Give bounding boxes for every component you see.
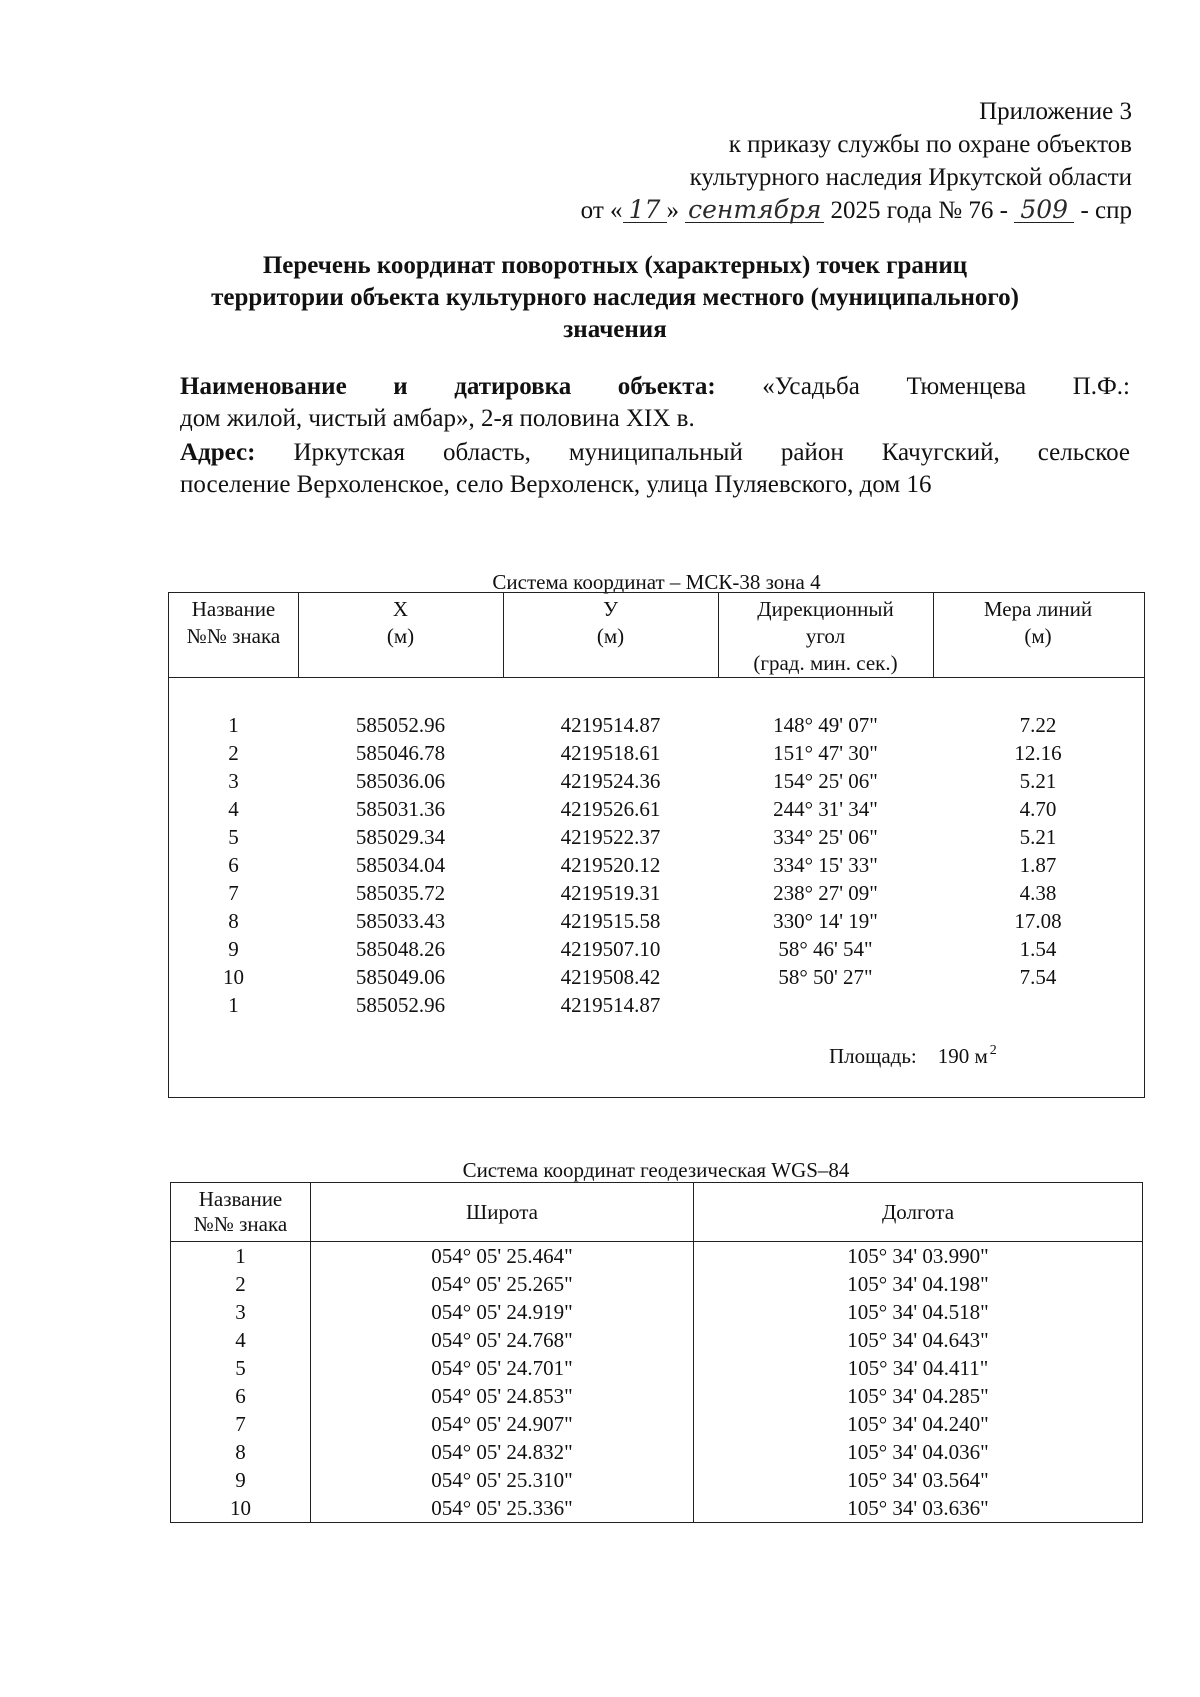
header-x <box>298 593 503 678</box>
cell-n: 4 <box>228 797 239 821</box>
cell-n: 7 <box>171 1410 311 1438</box>
msk-table-caption: Система координат – МСК-38 зона 4 <box>492 570 821 594</box>
cell-y: 4219507.10 <box>560 937 661 961</box>
msk-table-header <box>169 593 1144 678</box>
cell-len: 7.54 <box>1019 965 1057 989</box>
object-name-label: Наименование и датировка объекта: <box>180 373 716 400</box>
cell-len: 7.22 <box>1019 713 1057 737</box>
header-y-line-2: (м) <box>596 624 625 648</box>
cell-n: 8 <box>228 909 239 933</box>
cell-x: 585034.04 <box>355 853 446 877</box>
header-direction-angle <box>718 593 933 678</box>
area-value: 190 м <box>937 1044 988 1068</box>
address-line-1 <box>180 437 1130 469</box>
cell-y: 4219520.12 <box>560 853 661 877</box>
wgs-header-longitude: Долгота <box>694 1183 1143 1242</box>
wgs-header-point-name <box>171 1183 311 1242</box>
cell-y: 4219526.61 <box>560 797 661 821</box>
table-row <box>169 851 1144 879</box>
cell-angle: 148° 49' 07" <box>773 713 878 737</box>
object-name-value-start: «Усадьба Тюменцева П.Ф.: <box>762 373 1130 400</box>
object-address-paragraph <box>180 437 1130 501</box>
header-y-line-1: У <box>603 597 618 621</box>
cell-angle: 334° 25' 06" <box>773 825 878 849</box>
cell-x: 585049.06 <box>355 965 446 989</box>
table-row <box>171 1242 1143 1271</box>
order-reference-line: к приказу службы по охране объектов <box>728 131 1132 158</box>
document-title <box>170 250 1060 346</box>
cell-angle: 58° 50' 27" <box>778 965 873 989</box>
cell-x: 585035.72 <box>355 881 446 905</box>
order-date-line <box>581 194 1132 227</box>
cell-n: 10 <box>223 965 244 989</box>
table-row <box>171 1466 1143 1494</box>
cell-lon: 105° 34' 04.285" <box>694 1382 1143 1410</box>
cell-n: 1 <box>228 993 239 1017</box>
cell-x: 585033.43 <box>355 909 446 933</box>
cell-lon: 105° 34' 04.518" <box>694 1298 1143 1326</box>
area-label: Площадь: <box>829 1044 917 1068</box>
header-length-line-2: (м) <box>1024 624 1052 648</box>
cell-angle: 151° 47' 30" <box>773 741 878 765</box>
header-length-line-1: Мера линий <box>983 597 1093 621</box>
cell-lat: 054° 05' 24.701" <box>311 1354 694 1382</box>
header-point-name <box>169 593 298 678</box>
cell-n: 4 <box>171 1326 311 1354</box>
header-point-name-line-2: №№ знака <box>186 624 281 648</box>
table-row <box>171 1410 1143 1438</box>
cell-len: 1.54 <box>1019 937 1057 961</box>
cell-lon: 105° 34' 04.240" <box>694 1410 1143 1438</box>
area-exponent: 2 <box>989 1043 997 1058</box>
cell-len: 4.38 <box>1019 881 1057 905</box>
address-label: Адрес: <box>180 439 256 466</box>
appendix-number: Приложение 3 <box>979 98 1132 125</box>
cell-n: 2 <box>171 1270 311 1298</box>
handwritten-order-number: 509 <box>1014 198 1074 223</box>
cell-angle: 238° 27' 09" <box>773 881 878 905</box>
table-row <box>171 1382 1143 1410</box>
cell-n: 2 <box>228 741 239 765</box>
cell-angle: 244° 31' 34" <box>773 797 878 821</box>
cell-len: 17.08 <box>1014 909 1062 933</box>
cell-lat: 054° 05' 25.336" <box>311 1494 694 1523</box>
cell-n: 9 <box>171 1466 311 1494</box>
msk-coordinates-table <box>168 592 1145 1098</box>
cell-x: 585036.06 <box>355 769 446 793</box>
wgs-table-header <box>171 1183 1143 1242</box>
cell-n: 8 <box>171 1438 311 1466</box>
table-row <box>169 907 1144 935</box>
cell-lat: 054° 05' 25.265" <box>311 1270 694 1298</box>
header-x-line-2: (м) <box>386 624 415 648</box>
table-row <box>171 1326 1143 1354</box>
cell-lon: 105° 34' 03.990" <box>694 1242 1143 1271</box>
cell-x: 585031.36 <box>355 797 446 821</box>
area-summary <box>829 1043 997 1069</box>
cell-n: 3 <box>171 1298 311 1326</box>
table-row <box>171 1270 1143 1298</box>
cell-y: 4219519.31 <box>560 881 661 905</box>
table-row <box>169 739 1144 767</box>
header-angle-line-3: (град. мин. сек.) <box>753 651 898 675</box>
cell-len: 12.16 <box>1014 741 1062 765</box>
cell-lon: 105° 34' 04.036" <box>694 1438 1143 1466</box>
table-row <box>169 795 1144 823</box>
cell-lon: 105° 34' 04.198" <box>694 1270 1143 1298</box>
cell-x: 585048.26 <box>355 937 446 961</box>
table-row <box>171 1354 1143 1382</box>
header-point-name-line-1: Название <box>191 597 276 621</box>
cell-lon: 105° 34' 03.564" <box>694 1466 1143 1494</box>
cell-angle: 58° 46' 54" <box>778 937 873 961</box>
table-row <box>171 1494 1143 1523</box>
title-line-2: территории объекта культурного наследия местного (муниципального) <box>211 284 1019 311</box>
cell-x: 585052.96 <box>355 713 446 737</box>
cell-x: 585052.96 <box>355 993 446 1017</box>
title-line-3: значения <box>563 316 667 343</box>
cell-n: 1 <box>171 1242 311 1271</box>
handwritten-month: сентября <box>685 198 824 223</box>
cell-len: 4.70 <box>1019 797 1057 821</box>
cell-lon: 105° 34' 04.411" <box>694 1354 1143 1382</box>
wgs-coordinates-table <box>170 1182 1143 1523</box>
header-y <box>503 593 718 678</box>
header-line-length <box>933 593 1143 678</box>
cell-n: 9 <box>228 937 239 961</box>
wgs-header-latitude: Широта <box>311 1183 694 1242</box>
cell-angle: 330° 14' 19" <box>773 909 878 933</box>
cell-x: 585029.34 <box>355 825 446 849</box>
cell-lat: 054° 05' 25.464" <box>311 1242 694 1271</box>
wgs-table-caption: Система координат геодезическая WGS–84 <box>462 1158 850 1182</box>
handwritten-day: 17 <box>623 198 667 223</box>
wgs-header-name-line-2: №№ знака <box>193 1212 288 1236</box>
table-row <box>171 1438 1143 1466</box>
cell-y: 4219518.61 <box>560 741 661 765</box>
cell-n: 6 <box>228 853 239 877</box>
cell-y: 4219508.42 <box>560 965 661 989</box>
cell-n: 7 <box>228 881 239 905</box>
title-line-1: Перечень координат поворотных (характерных) точек границ <box>262 252 968 279</box>
cell-lat: 054° 05' 24.832" <box>311 1438 694 1466</box>
date-prefix: от « <box>580 197 623 224</box>
wgs-table-body <box>171 1242 1143 1523</box>
cell-n: 5 <box>228 825 239 849</box>
object-name-paragraph <box>180 371 1130 435</box>
appendix-header <box>581 95 1132 227</box>
header-angle-line-2: угол <box>805 624 846 648</box>
cell-y: 4219514.87 <box>560 993 661 1017</box>
cell-n: 5 <box>171 1354 311 1382</box>
table-row <box>169 823 1144 851</box>
agency-line: культурного наследия Иркутской области <box>689 164 1132 191</box>
header-x-line-1: X <box>392 597 409 621</box>
cell-len: 5.21 <box>1019 825 1057 849</box>
table-row <box>169 879 1144 907</box>
cell-n: 3 <box>228 769 239 793</box>
cell-lat: 054° 05' 24.853" <box>311 1382 694 1410</box>
table-row <box>169 935 1144 963</box>
cell-lat: 054° 05' 25.310" <box>311 1466 694 1494</box>
date-suffix: 2025 года № 76 - <box>830 197 1008 224</box>
msk-table-body <box>169 711 1144 1019</box>
date-mid: » <box>666 197 680 224</box>
cell-y: 4219522.37 <box>560 825 661 849</box>
cell-angle: 154° 25' 06" <box>773 769 878 793</box>
cell-lon: 105° 34' 04.643" <box>694 1326 1143 1354</box>
cell-n: 10 <box>171 1494 311 1523</box>
header-angle-line-1: Дирекционный <box>757 597 894 621</box>
cell-lon: 105° 34' 03.636" <box>694 1494 1143 1523</box>
cell-x: 585046.78 <box>355 741 446 765</box>
table-row <box>171 1298 1143 1326</box>
cell-lat: 054° 05' 24.768" <box>311 1326 694 1354</box>
wgs-header-name-line-1: Название <box>198 1187 283 1211</box>
cell-n: 1 <box>228 713 239 737</box>
address-value-start: Иркутская область, муниципальный район Качугский, сельское <box>293 439 1130 466</box>
address-line-2: поселение Верхоленское, село Верхоленск, улица Пуляевского, дом 16 <box>180 471 932 498</box>
table-row <box>169 767 1144 795</box>
cell-len: 5.21 <box>1019 769 1057 793</box>
table-row <box>169 991 1144 1019</box>
cell-lat: 054° 05' 24.919" <box>311 1298 694 1326</box>
cell-y: 4219515.58 <box>560 909 661 933</box>
cell-len: 1.87 <box>1019 853 1057 877</box>
object-name-line-2: дом жилой, чистый амбар», 2-я половина XIX в. <box>180 405 695 432</box>
cell-n: 6 <box>171 1382 311 1410</box>
table-row <box>169 963 1144 991</box>
table-row <box>169 711 1144 739</box>
cell-y: 4219514.87 <box>560 713 661 737</box>
cell-lat: 054° 05' 24.907" <box>311 1410 694 1438</box>
cell-angle: 334° 15' 33" <box>773 853 878 877</box>
object-name-line-1 <box>180 371 1130 403</box>
cell-y: 4219524.36 <box>560 769 661 793</box>
order-suffix: - спр <box>1080 197 1132 224</box>
